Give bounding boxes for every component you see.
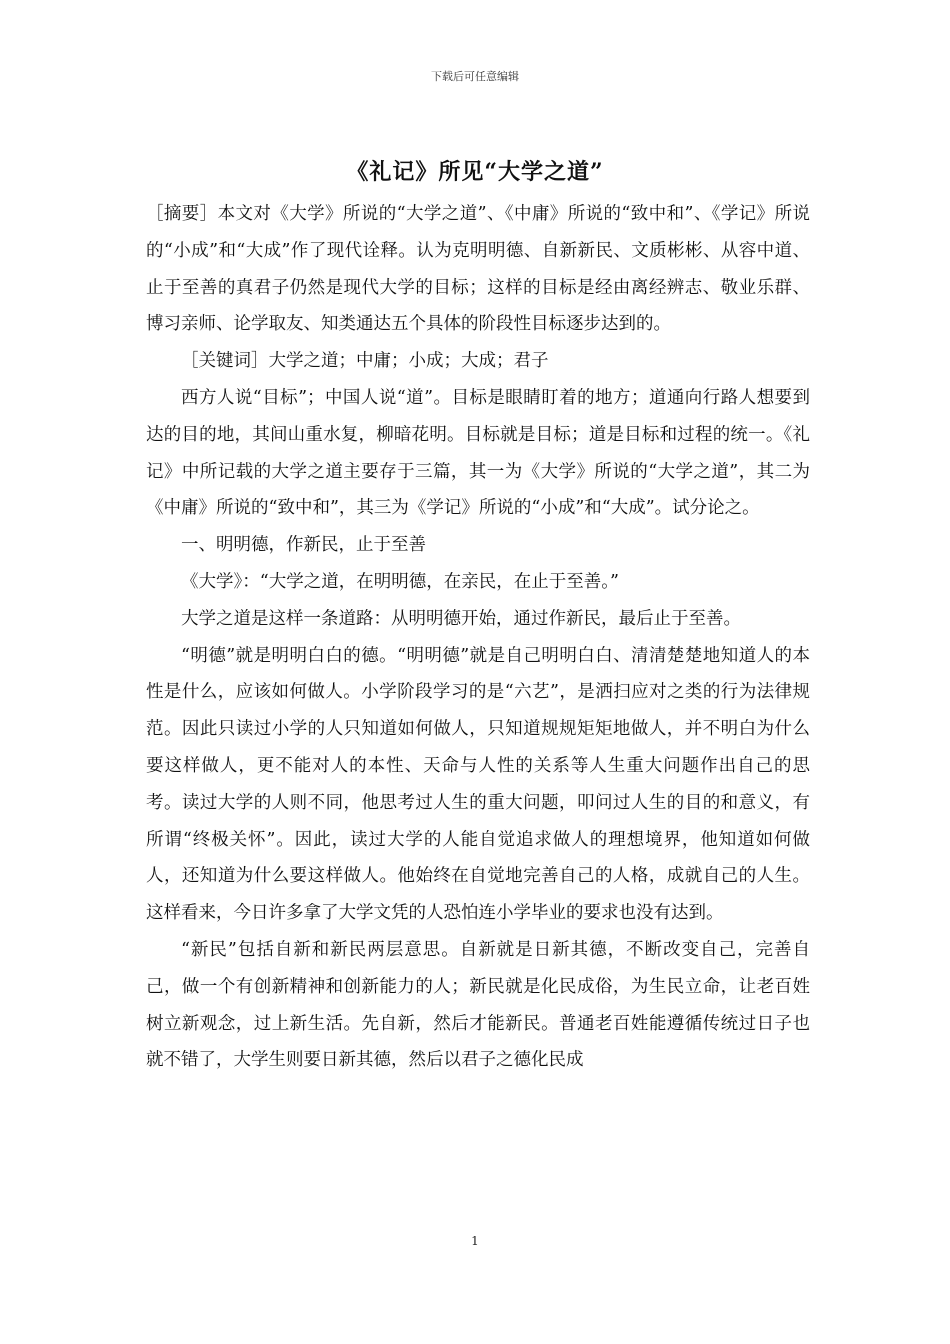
body-paragraph: 西方人说“目标”；中国人说“道”。目标是眼睛盯着的地方；道通向行路人想要到达的目的地，其间山重水复，柳暗花明。目标就是目标；道是目标和过程的统一。《礼记》中所记载的大学之道主要存于三篇，其一为《大学》所说的“大学之道”，其二为《中庸》所说的“致中和”，其三为《学记》所说的“小成”和“大成”。试分论之。 (146, 387, 810, 519)
section-heading: 一、明明德，作新民，止于至善 (181, 535, 426, 556)
body-paragraph: 大学之道是这样一条道路：从明明德开始，通过作新民，最后止于至善。 (181, 608, 741, 629)
abstract-paragraph: ［摘要］本文对《大学》所说的“大学之道”、《中庸》所说的“致中和”、《学记》所说的“小成”和“大成”作了现代诠释。认为克明明德、自新新民、文质彬彬、从容中道、止于至善的真君子仍然是现代大学的目标；这样的目标是经由离经辨志、敬业乐群、博习亲师、论学取友、知类通达五个具体的阶段性目标逐步达到的。 (146, 204, 810, 335)
body-paragraph: “明德”就是明明白白的德。“明明德”就是自己明明白白、清清楚楚地知道人的本性是什么，应该如何做人。小学阶段学习的是“六艺”，是洒扫应对之类的行为法律规范。因此只读过小学的人只知道如何做人，只知道规规矩矩地做人，并不明白为什么要这样做人，更不能对人的本性、天命与人性的关系等人生重大问题作出自己的思考。读过大学的人则不同，他思考过人生的重大问题，叩问过人生的目的和意义，有所谓“终极关怀”。因此，读过大学的人能自觉追求做人的理想境界，他知道如何做人，还知道为什么要这样做人。他始终在自觉地完善自己的人格，成就自己的人生。这样看来，今日许多拿了大学文凭的人恐怕连小学毕业的要求也没有达到。 (146, 645, 810, 924)
page-number: 1 (471, 1234, 479, 1248)
body-paragraph: “新民”包括自新和新民两层意思。自新就是日新其德，不断改变自己，完善自己，做一个有创新精神和创新能力的人；新民就是化民成俗，为生民立命，让老百姓树立新观念，过上新生活。先自新，然后才能新民。普通老百姓能遵循传统过日子也就不错了，大学生则要日新其德，然后以君子之德化民成 (146, 939, 810, 1071)
document-title: 《礼记》所见“大学之道” (346, 159, 604, 185)
quote-paragraph: 《大学》：“大学之道，在明明德，在亲民，在止于至善。” (181, 571, 619, 592)
document-body (146, 196, 810, 1079)
header-note: 下载后可任意编辑 (431, 70, 519, 83)
keywords-paragraph: ［关键词］大学之道；中庸；小成；大成；君子 (181, 351, 549, 372)
